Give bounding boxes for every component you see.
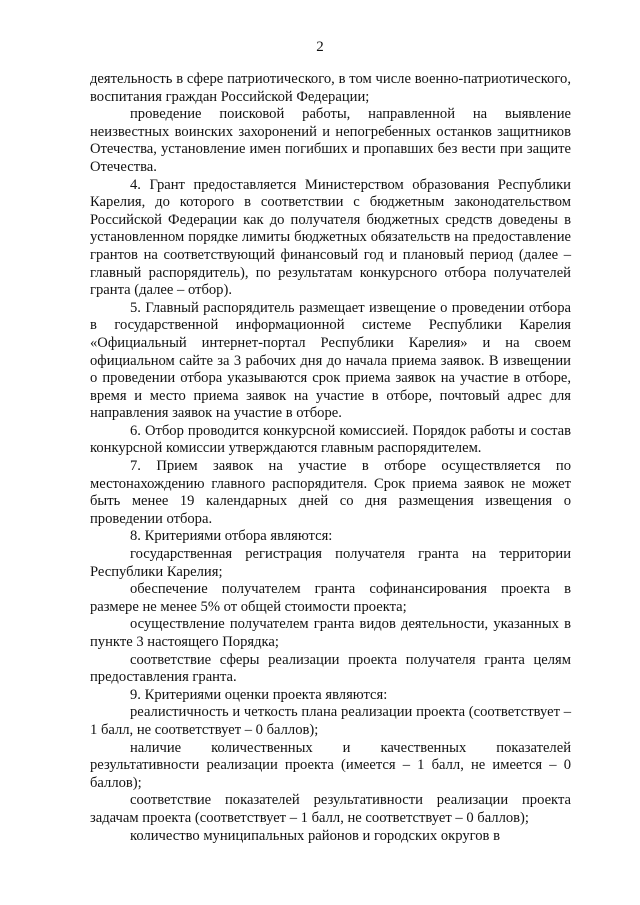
paragraph-patriotic-education: деятельность в сфере патриотического, в том числе военно-патриотического, воспитания граждан Российской Федерации; xyxy=(90,71,571,105)
paragraph-search-work: проведение поисковой работы, направленной на выявление неизвестных воинских захоронений и непогребенных останков защитников Отечества, установление имен погибших и пропавших без вести при защите Отечества. xyxy=(90,106,571,175)
page-number: 2 xyxy=(316,39,324,55)
paragraph-criterion-activities: осуществление получателем гранта видов деятельности, указанных в пункте 3 настоящего Порядка; xyxy=(90,616,571,650)
paragraph-eval-municipalities: количество муниципальных районов и городских округов в xyxy=(130,827,500,844)
paragraph-criterion-sphere: соответствие сферы реализации проекта получателя гранта целям предоставления гранта. xyxy=(90,651,571,686)
paragraph-eval-correspondence: соответствие показателей результативности реализации проекта задачам проекта (соответствует – 1 балл, не соответствует – 0 баллов); xyxy=(90,792,571,826)
paragraph-clause-6: 6. Отбор проводится конкурсной комиссией. Порядок работы и состав конкурсной комиссии утверждаются главным распорядителем. xyxy=(90,422,571,457)
paragraph-criterion-registration: государственная регистрация получателя гранта на территории Республики Карелия; xyxy=(90,546,571,580)
document-body xyxy=(90,71,571,845)
paragraph-clause-9-heading: 9. Критериями оценки проекта являются: xyxy=(130,686,388,703)
paragraph-clause-8-heading: 8. Критериями отбора являются: xyxy=(130,528,333,545)
paragraph-eval-indicators: наличие количественных и качественных показателей результативности реализации проекта (имеется – 1 балл, не имеется – 0 баллов); xyxy=(90,739,571,791)
paragraph-eval-realism: реалистичность и четкость плана реализации проекта (соответствует – 1 балл, не соответствует – 0 баллов); xyxy=(90,704,571,738)
paragraph-clause-7: 7. Прием заявок на участие в отборе осуществляется по местонахождению главного распорядителя. Срок приема заявок не может быть менее 19 календарных дней со дня размещения извещения о проведении отбора. xyxy=(90,458,571,527)
paragraph-criterion-cofinancing: обеспечение получателем гранта софинансирования проекта в размере не менее 5% от общей стоимости проекта; xyxy=(90,581,571,615)
paragraph-clause-5: 5. Главный распорядитель размещает извещение о проведении отбора в государственной информационной системе Республики Карелия «Официальный интернет-портал Республики Карелия» и на своем официальном сайте за 3 рабочих дня до начала приема заявок. В извещении о проведении отбора указываются срок приема заявок на участие в отборе, время и место приема заявок на участие в отборе, почтовый адрес для направления заявок на участие в отборе. xyxy=(90,299,571,422)
paragraph-clause-4: 4. Грант предоставляется Министерством образования Республики Карелия, до которого в соответствии с бюджетным законодательством Российской Федерации как до получателя бюджетных средств доведены в установленном порядке лимиты бюджетных обязательств на предоставление грантов на соответствующий финансовый год и плановый период (далее – главный распорядитель), по результатам конкурсного отбора получателей гранта (далее – отбор). xyxy=(90,176,571,299)
